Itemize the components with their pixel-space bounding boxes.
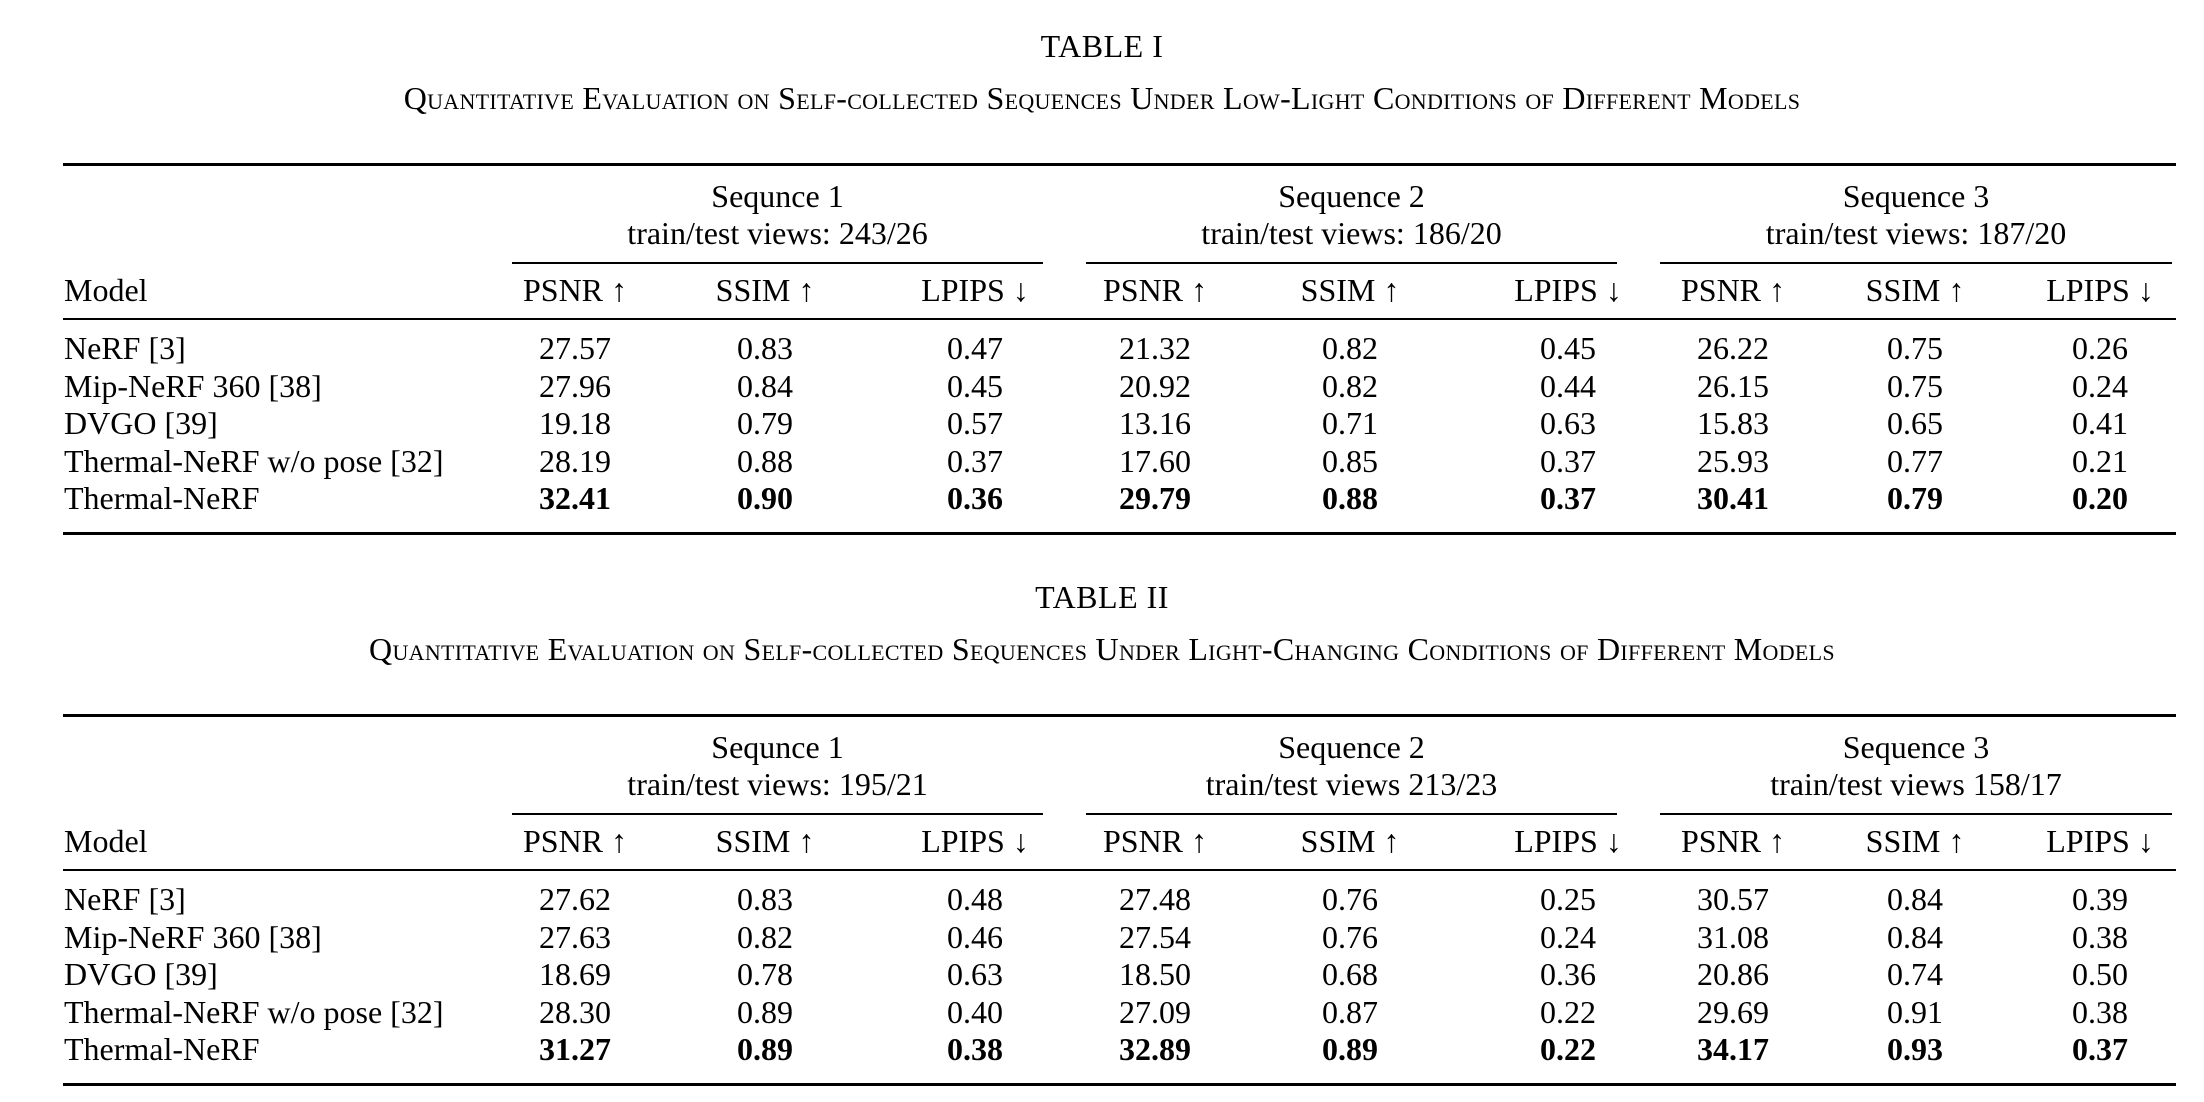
- metric-value: 0.50: [2072, 956, 2128, 992]
- bottom-rule: [63, 1083, 2176, 1086]
- metric-value: 34.17: [1697, 1031, 1769, 1067]
- metric-value: 27.48: [1119, 881, 1191, 917]
- metric-value: 28.30: [539, 993, 611, 1030]
- metric-value: 25.93: [1697, 442, 1769, 479]
- metric-header: SSIM ↑: [1865, 823, 1965, 859]
- group-rule: [1086, 813, 1617, 815]
- metric-header: PSNR ↑: [1680, 272, 1786, 308]
- top-rule: [63, 714, 2176, 717]
- metric-value: 0.88: [1322, 480, 1378, 516]
- metric-value: 0.75: [1887, 330, 1943, 366]
- metric-value: 0.84: [737, 367, 793, 404]
- metric-header: LPIPS ↓: [921, 823, 1029, 859]
- table-label: TABLE II: [1035, 579, 1169, 615]
- metric-value: 0.84: [1887, 881, 1943, 917]
- group-rule: [512, 262, 1043, 264]
- metric-value: 0.89: [737, 1031, 793, 1067]
- group-name: Sequnce 1: [711, 729, 844, 765]
- metric-value: 31.08: [1697, 918, 1769, 955]
- group-name: Sequence 2: [1278, 729, 1425, 765]
- metric-value: 27.09: [1119, 993, 1191, 1030]
- metric-value: 0.57: [947, 405, 1003, 441]
- group-rule: [1660, 262, 2172, 264]
- metric-value: 21.32: [1119, 330, 1191, 366]
- metric-value: 0.82: [1322, 330, 1378, 366]
- metric-value: 27.57: [539, 330, 611, 366]
- metric-value: 18.50: [1119, 956, 1191, 992]
- table-label: TABLE I: [1040, 28, 1164, 64]
- metric-value: 29.69: [1697, 993, 1769, 1030]
- metric-value: 0.37: [1540, 442, 1596, 479]
- table-caption: Quantitative Evaluation on Self-collected Sequences Under Light-Changing Conditions of Different Models: [369, 631, 1835, 667]
- group-views: train/test views 158/17: [1770, 766, 2062, 802]
- metric-value: 0.74: [1887, 956, 1943, 992]
- metric-value: 0.76: [1322, 881, 1378, 917]
- metric-value: 0.79: [1887, 480, 1943, 516]
- group-name: Sequence 3: [1842, 729, 1990, 765]
- metric-value: 0.39: [2072, 881, 2128, 917]
- metric-value: 17.60: [1119, 442, 1191, 479]
- metric-value: 0.41: [2072, 405, 2128, 441]
- group-rule: [1660, 813, 2172, 815]
- metric-value: 0.65: [1887, 405, 1943, 441]
- metric-header: PSNR ↑: [1102, 272, 1208, 308]
- metric-value: 0.77: [1887, 442, 1943, 479]
- group-rule: [1086, 262, 1617, 264]
- group-name: Sequnce 1: [711, 178, 844, 214]
- metric-value: 0.85: [1322, 442, 1378, 479]
- metric-header: PSNR ↑: [1102, 823, 1208, 859]
- metric-value: 0.84: [1887, 918, 1943, 955]
- metric-value: 15.83: [1697, 405, 1769, 441]
- top-rule: [63, 163, 2176, 166]
- metric-value: 0.37: [2072, 1031, 2128, 1067]
- metric-value: 0.24: [1540, 918, 1596, 955]
- metric-value: 0.79: [737, 405, 793, 441]
- metric-header: LPIPS ↓: [1514, 823, 1622, 859]
- group-views: train/test views: 186/20: [1201, 215, 1502, 251]
- metric-value: 0.25: [1540, 881, 1596, 917]
- table-caption: Quantitative Evaluation on Self-collected Sequences Under Low-Light Conditions of Different Models: [403, 80, 1801, 116]
- metric-value: 0.82: [1322, 367, 1378, 404]
- metric-value: 0.75: [1887, 367, 1943, 404]
- metric-value: 0.38: [2072, 918, 2128, 955]
- group-rule: [512, 813, 1043, 815]
- metric-value: 0.22: [1540, 993, 1596, 1030]
- model-name: Mip-NeRF 360 [38]: [64, 367, 322, 404]
- metric-value: 0.91: [1887, 993, 1943, 1030]
- model-name: Thermal-NeRF: [64, 1031, 260, 1067]
- model-name: DVGO [39]: [64, 956, 218, 992]
- metric-header: PSNR ↑: [522, 272, 628, 308]
- metric-value: 0.89: [737, 993, 793, 1030]
- metric-value: 0.40: [947, 993, 1003, 1030]
- metric-value: 0.45: [1540, 330, 1596, 366]
- metric-header: SSIM ↑: [715, 823, 815, 859]
- metric-value: 32.41: [539, 480, 611, 516]
- metric-value: 0.47: [947, 330, 1003, 366]
- metric-header: SSIM ↑: [715, 272, 815, 308]
- model-header: Model: [64, 823, 148, 859]
- metric-header: PSNR ↑: [522, 823, 628, 859]
- metric-value: 18.69: [539, 956, 611, 992]
- model-name: Thermal-NeRF: [64, 480, 260, 516]
- table-2: [0, 551, 2204, 1102]
- metric-value: 0.71: [1322, 405, 1378, 441]
- group-name: Sequence 3: [1842, 178, 1990, 214]
- model-name: NeRF [3]: [64, 330, 186, 366]
- metric-value: 20.92: [1119, 367, 1191, 404]
- metric-value: 27.96: [539, 367, 611, 404]
- metric-value: 0.22: [1540, 1031, 1596, 1067]
- metric-value: 0.26: [2072, 330, 2128, 366]
- metric-value: 0.63: [947, 956, 1003, 992]
- metric-value: 0.87: [1322, 993, 1378, 1030]
- metric-value: 27.63: [539, 918, 611, 955]
- model-name: Thermal-NeRF w/o pose [32]: [64, 993, 444, 1030]
- model-name: NeRF [3]: [64, 881, 186, 917]
- bottom-rule: [63, 532, 2176, 535]
- model-header: Model: [64, 272, 148, 308]
- metric-value: 30.57: [1697, 881, 1769, 917]
- header-rule: [63, 869, 2176, 871]
- model-name: DVGO [39]: [64, 405, 218, 441]
- metric-header: SSIM ↑: [1300, 272, 1400, 308]
- metric-value: 0.37: [947, 442, 1003, 479]
- metric-value: 19.18: [539, 405, 611, 441]
- metric-value: 0.48: [947, 881, 1003, 917]
- metric-value: 0.20: [2072, 480, 2128, 516]
- metric-header: SSIM ↑: [1865, 272, 1965, 308]
- metric-value: 0.89: [1322, 1031, 1378, 1067]
- metric-value: 27.62: [539, 881, 611, 917]
- metric-header: LPIPS ↓: [921, 272, 1029, 308]
- group-views: train/test views 213/23: [1205, 766, 1498, 802]
- metric-value: 0.21: [2072, 442, 2128, 479]
- metric-value: 26.22: [1697, 330, 1769, 366]
- metric-value: 0.68: [1322, 956, 1378, 992]
- metric-value: 0.37: [1540, 480, 1596, 516]
- metric-header: SSIM ↑: [1300, 823, 1400, 859]
- metric-header: LPIPS ↓: [2046, 823, 2154, 859]
- metric-value: 0.38: [947, 1031, 1003, 1067]
- group-name: Sequence 2: [1278, 178, 1425, 214]
- group-views: train/test views: 243/26: [627, 215, 928, 251]
- header-rule: [63, 318, 2176, 320]
- metric-value: 0.82: [737, 918, 793, 955]
- metric-header: PSNR ↑: [1680, 823, 1786, 859]
- metric-value: 29.79: [1119, 480, 1191, 516]
- metric-value: 0.88: [737, 442, 793, 479]
- metric-value: 32.89: [1119, 1031, 1191, 1067]
- metric-value: 0.63: [1540, 405, 1596, 441]
- model-name: Mip-NeRF 360 [38]: [64, 918, 322, 955]
- metric-value: 20.86: [1697, 956, 1769, 992]
- metric-value: 0.36: [1540, 956, 1596, 992]
- metric-value: 30.41: [1697, 480, 1769, 516]
- metric-value: 0.83: [737, 330, 793, 366]
- group-views: train/test views: 187/20: [1765, 215, 2067, 251]
- metric-value: 13.16: [1119, 405, 1191, 441]
- metric-value: 0.38: [2072, 993, 2128, 1030]
- metric-value: 26.15: [1697, 367, 1769, 404]
- metric-value: 0.93: [1887, 1031, 1943, 1067]
- group-views: train/test views: 195/21: [627, 766, 928, 802]
- metric-value: 0.83: [737, 881, 793, 917]
- metric-value: 31.27: [539, 1031, 611, 1067]
- metric-value: 0.24: [2072, 367, 2128, 404]
- metric-value: 28.19: [539, 442, 611, 479]
- metric-value: 27.54: [1119, 918, 1191, 955]
- metric-value: 0.45: [947, 367, 1003, 404]
- metric-value: 0.90: [737, 480, 793, 516]
- metric-value: 0.78: [737, 956, 793, 992]
- model-name: Thermal-NeRF w/o pose [32]: [64, 442, 444, 479]
- metric-value: 0.46: [947, 918, 1003, 955]
- metric-header: LPIPS ↓: [1514, 272, 1622, 308]
- metric-value: 0.76: [1322, 918, 1378, 955]
- metric-header: LPIPS ↓: [2046, 272, 2154, 308]
- metric-value: 0.36: [947, 480, 1003, 516]
- metric-value: 0.44: [1540, 367, 1596, 404]
